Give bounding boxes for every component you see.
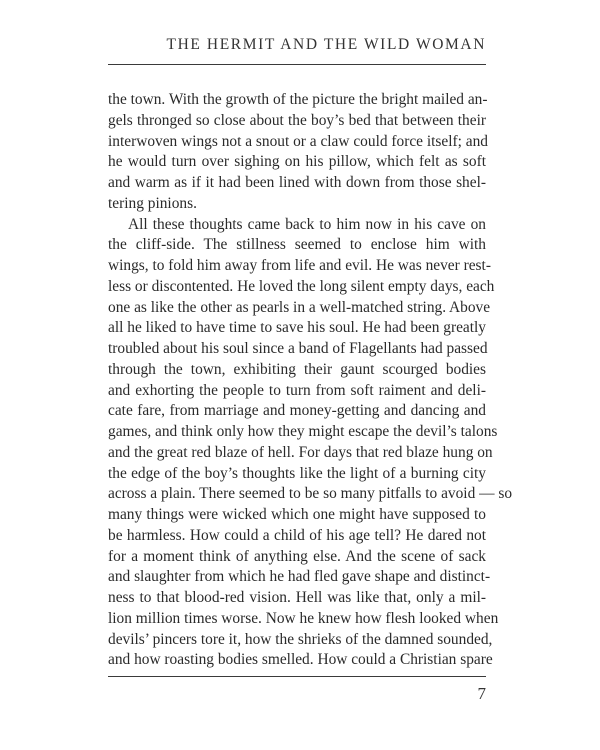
text-line: the cliff-side. The stillness seemed to enclose him with [108,236,486,254]
text-line: troubled about his soul since a band of Flagellants had passed [108,340,488,357]
text-line: many things were wicked which one might have supposed to [108,506,486,523]
text-line: devils’ pincers tore it, how the shrieks of the damned sounded, [108,630,493,648]
text-line: All these thoughts came back to him now in his cave on [128,215,486,233]
text-line: games, and think only how they might escape the devil’s talons [108,423,498,440]
text-line: one as like the other as pearls in a well-matched string. Above [108,298,491,316]
text-line: and exhorting the people to turn from soft raiment and deli- [108,381,486,399]
running-head: THE HERMIT AND THE WILD WOMAN [166,36,486,53]
text-line: all he liked to have time to save his soul. He had been greatly [108,319,486,337]
text-line: be harmless. How could a child of his age tell? He dared not [108,526,486,544]
text-line: ness to that blood-red vision. Hell was like that, only a mil- [108,589,486,606]
text-line: across a plain. There seemed to be so many pitfalls to avoid — so [108,485,513,503]
header-rule [108,64,486,65]
body-text [108,90,513,671]
text-line: and slaughter from which he had fled gave shape and distinct- [108,568,491,586]
text-line: through the town, exhibiting their gaunt scourged bodies [108,360,486,378]
text-line: the town. With the growth of the picture the bright mailed an- [108,91,488,108]
footer-rule [108,676,486,677]
text-line: cate fare, from marriage and money-getting and dancing and [108,402,486,420]
text-line: less or discontented. He loved the long silent empty days, each [108,277,495,295]
text-line: gels thronged so close about the boy’s bed that between their [108,111,486,129]
text-line: and how roasting bodies smelled. How could a Christian spare [108,651,493,669]
text-line: and warm as if it had been lined with down from those shel- [108,174,486,191]
text-line: tering pinions. [108,194,197,212]
text-line: wings, to fold him away from life and evil. He was never rest- [108,257,491,274]
text-line: and the great red blaze of hell. For days that red blaze hung on [108,443,493,461]
text-line: for a moment think of anything else. And the scene of sack [108,547,486,565]
text-line: lion million times worse. Now he knew how flesh looked when [108,609,499,627]
text-line: he would turn over sighing on his pillow, which felt as soft [108,153,486,171]
page-number: 7 [477,684,486,703]
text-line: the edge of the boy’s thoughts like the light of a burning city [108,464,486,482]
text-line: interwoven wings not a snout or a claw could force itself; and [108,132,488,150]
